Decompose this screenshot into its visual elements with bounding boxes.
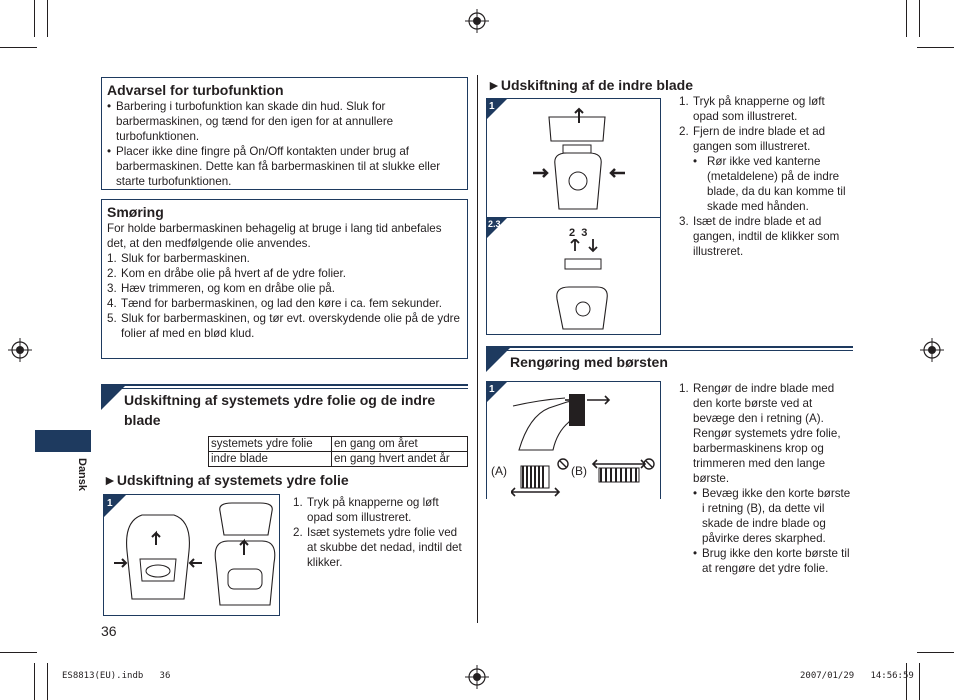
warning-bullet: • Barbering i turbofunktion kan skade din hud. Sluk for barbermaskinen, og tænd for den igen for at annullere turbofunktionen.: [107, 99, 463, 144]
inner-blades-step: 2. Fjern de indre blade et ad gangen som illustreret. • Rør ikke ved kanterne (metaldelene) på de indre blade, da du kan komme til skade med hånden.: [679, 124, 851, 214]
lubrication-step: 1. Sluk for barbermaskinen.: [107, 252, 250, 265]
replacement-header-rule: [101, 384, 468, 386]
inner-blades-step: 3. Isæt de indre blade et ad gangen, indtil de klikker som illustreret.: [679, 215, 840, 258]
cleaning-warnings: [693, 486, 854, 576]
illustration-number: 2.3: [488, 219, 501, 229]
brush-direction-drawing: [511, 456, 661, 498]
illustration-divider: [487, 217, 660, 218]
lubrication-step: 2. Kom en dråbe olie på hvert af de ydre folier.: [107, 267, 346, 280]
cleaning-step-text: Rengør de indre blade med den korte børste ved at bevæge den i retning (A). Rengør systemets ydre folie, barbermaskinens krop og trimmeren med den lange børste.: [693, 382, 841, 485]
language-tab-bar: [35, 430, 91, 452]
registration-mark-icon: [465, 665, 489, 689]
crop-mark: [917, 47, 954, 48]
cleaning-warning-bullet: • Brug ikke den korte børste til at rengøre det ydre folie.: [693, 546, 854, 576]
inner-blades-illustration: [486, 98, 661, 335]
crop-mark: [47, 0, 48, 37]
registration-mark-icon: [8, 338, 32, 362]
lubrication-steps: [107, 251, 463, 341]
lubrication-step: 3. Hæv trimmeren, og kom en dråbe olie på.: [107, 282, 335, 295]
crop-mark: [919, 0, 920, 37]
lubrication-step: 4. Tænd for barbermaskinen, og lad den køre i ca. fem sekunder.: [107, 297, 442, 310]
table-row: [209, 437, 468, 452]
footer-date: 2007/01/29 14:56:59: [800, 671, 914, 681]
column-divider: [477, 75, 478, 623]
warning-bullet: • Placer ikke dine fingre på On/Off kontakten under brug af barbermaskinen. Dette kan få barbermaskinen til at slukke eller starte turbofunktionen.: [107, 144, 463, 189]
cleaning-step: [679, 381, 854, 576]
cleaning-header-rule: [486, 346, 853, 348]
crop-mark: [917, 652, 954, 653]
foil-steps: [293, 495, 465, 570]
language-tab-label: Dansk: [76, 458, 88, 492]
cleaning-title: Rengøring med børsten: [510, 354, 668, 370]
shaver-foil-drawing: [112, 501, 278, 613]
warning-list: [107, 99, 463, 189]
crop-mark: [47, 663, 48, 700]
table-cell-when: en gang hvert andet år: [332, 452, 468, 467]
page-number: 36: [101, 623, 117, 639]
cleaning-warning-bullet: • Bevæg ikke den korte børste i retning (B), da dette vil skade de indre blade og påvirke deres skarphed.: [693, 486, 854, 546]
table-cell-part: indre blade: [209, 452, 332, 467]
section-corner: [486, 346, 512, 372]
warning-box: [101, 77, 468, 190]
table-cell-part: systemets ydre folie: [209, 437, 332, 452]
brush-hand-drawing: [509, 386, 649, 458]
step-digits: 2 3: [569, 227, 588, 239]
lubrication-intro: For holde barbermaskinen behagelig at bruge i lang tid anbefales det, at den medfølgende olie anvendes.: [107, 222, 442, 250]
crop-mark: [34, 663, 35, 700]
crop-mark: [34, 0, 35, 37]
inner-blades-step: 1. Tryk på knapperne og løft opad som illustreret.: [679, 95, 825, 123]
inner-blades-title: ►Udskiftning af de indre blade: [487, 77, 693, 93]
foil-step: 1. Tryk på knapperne og løft opad som illustreret.: [293, 496, 439, 524]
inner-blades-drawing-2: [547, 239, 617, 334]
illustration-number: 1: [489, 101, 495, 112]
cleaning-illustration: [486, 381, 661, 499]
foil-replacement-title: ►Udskiftning af systemets ydre folie: [103, 472, 349, 488]
interval-table: [208, 436, 468, 467]
replacement-title: Udskiftning af systemets ydre folie og de indre blade: [124, 392, 436, 428]
registration-mark-icon: [465, 9, 489, 33]
crop-mark: [0, 652, 37, 653]
direction-label-b: (B): [571, 464, 587, 478]
language-tab: [72, 458, 92, 518]
lubrication-title: Smøring: [107, 204, 164, 220]
registration-mark-icon: [920, 338, 944, 362]
cleaning-step-number: 1.: [679, 382, 689, 395]
table-row: [209, 452, 468, 467]
crop-mark: [919, 663, 920, 700]
crop-mark: [906, 0, 907, 37]
crop-mark: [0, 47, 37, 48]
lubrication-step: 5. Sluk for barbermaskinen, og tør evt. overskydende olie på de ydre folier af med en blød klud.: [107, 312, 460, 340]
foil-illustration: [103, 494, 280, 616]
table-cell-when: en gang om året: [332, 437, 468, 452]
warning-title: Advarsel for turbofunktion: [107, 82, 284, 98]
lubrication-box: [101, 199, 468, 359]
inner-blades-drawing-1: [527, 105, 637, 215]
footer-file: ES8813(EU).indb 36: [62, 671, 171, 681]
illustration-number: 1: [489, 384, 495, 395]
inner-blades-steps: [679, 94, 851, 259]
direction-label-a: (A): [491, 464, 507, 478]
illustration-number: 1: [107, 498, 113, 509]
crop-mark: [906, 663, 907, 700]
foil-step: 2. Isæt systemets ydre folie ved at skubbe det nedad, indtil det klikker.: [293, 526, 462, 569]
inner-blades-warning-bullet: • Rør ikke ved kanterne (metaldelene) på de indre blade, da du kan komme til skade med hånden.: [693, 154, 851, 214]
inner-blades-warning: [693, 154, 851, 214]
